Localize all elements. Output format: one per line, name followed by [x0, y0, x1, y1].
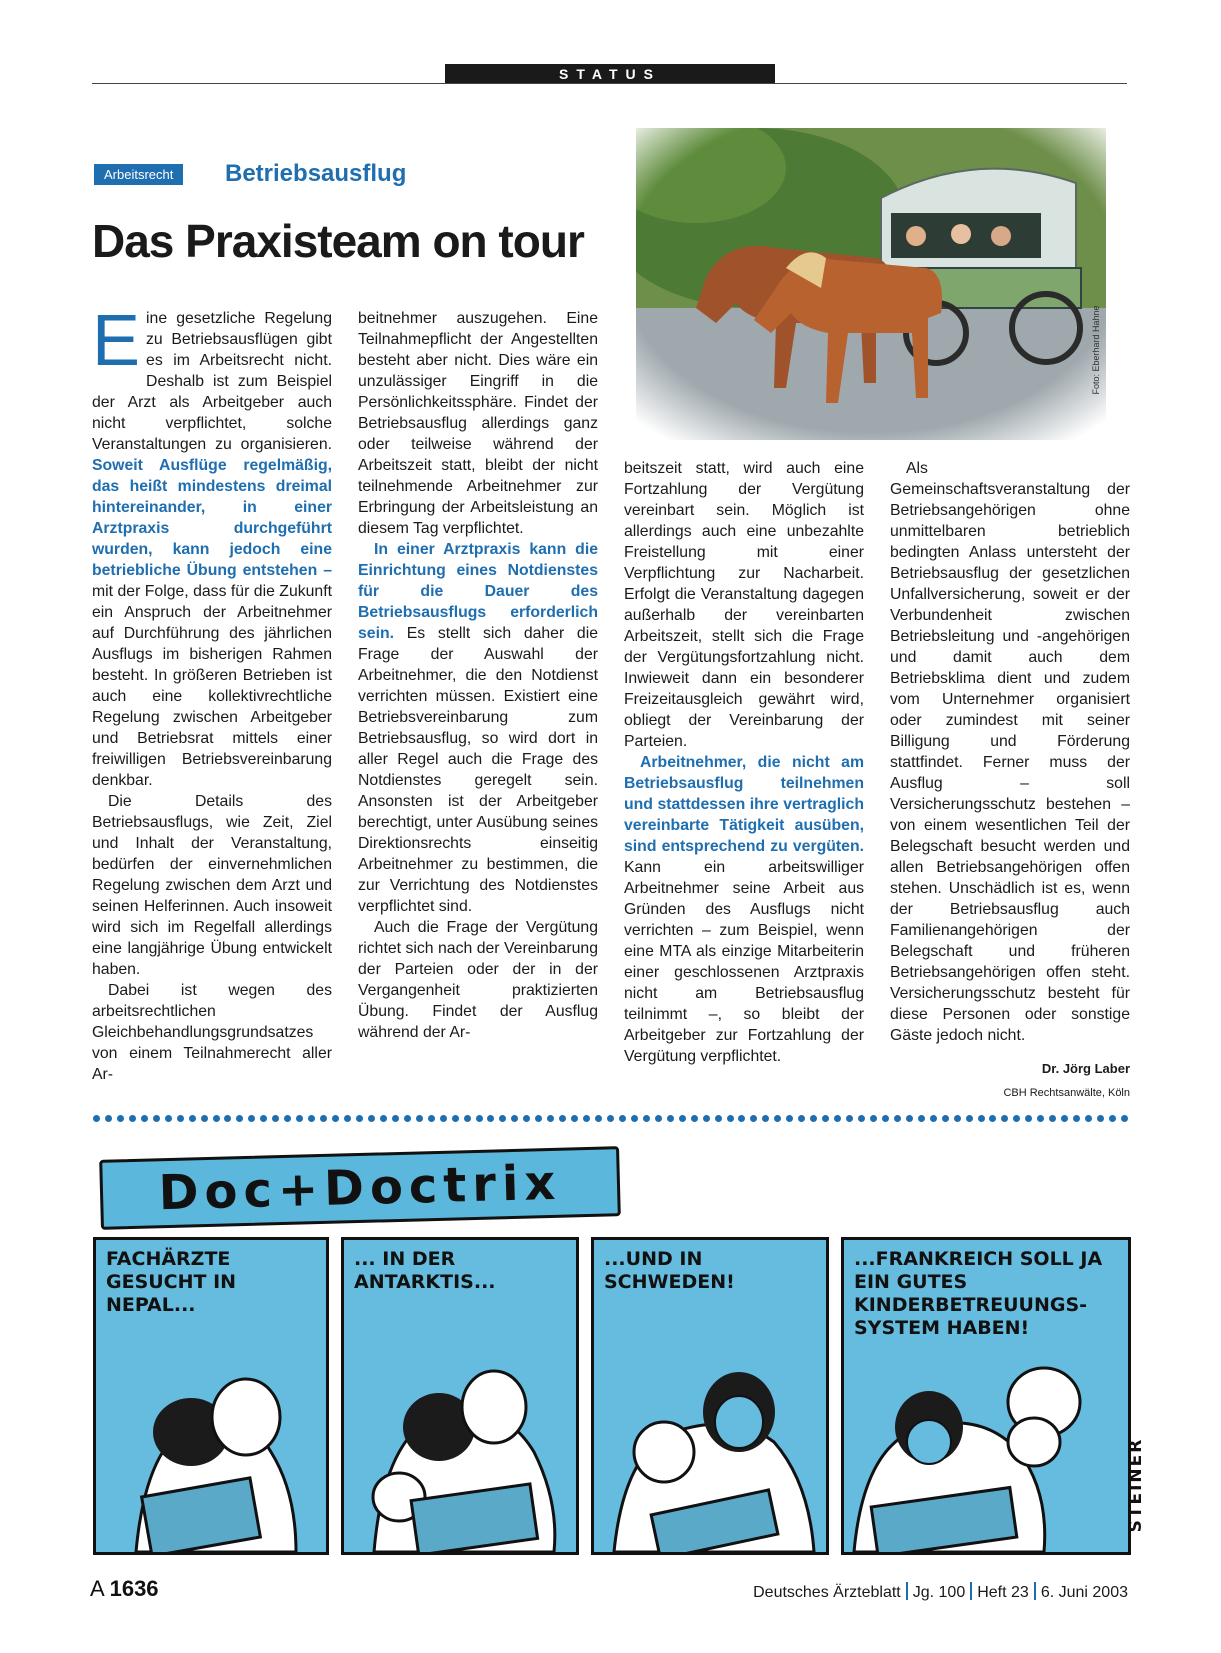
paragraph [624, 752, 864, 1067]
divider-dot [727, 1115, 734, 1122]
divider-dot [105, 1115, 112, 1122]
divider-dot [858, 1115, 865, 1122]
comic-caption: FACHÄRZTE GESUCHT IN NEPAL... [106, 1248, 237, 1316]
divider-dot [559, 1115, 566, 1122]
comic-figures-drawing [844, 1312, 1131, 1552]
divider-dot [272, 1115, 279, 1122]
comic-caption: ... IN DER ANTARKTIS... [354, 1248, 496, 1293]
divider-dot [284, 1115, 291, 1122]
divider-dot [1025, 1115, 1032, 1122]
divider-dot [954, 1115, 961, 1122]
article-column-3 [624, 458, 864, 1067]
divider-dot [786, 1115, 793, 1122]
divider-dot [810, 1115, 817, 1122]
paragraph-text: Kann ein arbeitswilliger Arbeitnehmer seine Arbeit aus Gründen des Ausflugs nicht verrichten – zum Beispiel, wenn eine MTA als einzige Mitarbeiterin einer geschlossenen Arztpraxis nicht am Betriebsausflug teilnimmt –, so bleibt der Arbeitgeber zur Fortzahlung der Vergütung verpflichtet. [624, 859, 864, 1065]
highlighted-text: Soweit Ausflüge regelmäßig, das heißt mindestens dreimal hintereinander, in einer Arztpraxis durchgeführt wurden, kann jedoch eine betriebliche Übung entstehen – [92, 457, 332, 579]
comic-panel-3 [591, 1237, 829, 1555]
divider-dot [583, 1115, 590, 1122]
divider-dot [416, 1115, 423, 1122]
divider-dot [380, 1115, 387, 1122]
divider-dot [440, 1115, 447, 1122]
divider-dot [571, 1115, 578, 1122]
divider-dot [679, 1115, 686, 1122]
divider-dot [141, 1115, 148, 1122]
article-column-2 [358, 308, 598, 1043]
divider-dot [404, 1115, 411, 1122]
header-rule [92, 83, 1127, 84]
divider-dot [655, 1115, 662, 1122]
comic-figures-drawing [594, 1312, 829, 1552]
author-affiliation: CBH Rechtsanwälte, Köln [1003, 1087, 1130, 1099]
divider-dot [930, 1115, 937, 1122]
divider-dot [1001, 1115, 1008, 1122]
paragraph: beitnehmer auszugehen. Eine Teilnahmepflicht der Angestellten besteht aber nicht. Dies wäre ein unzulässiger Eingriff in die Persönlichkeitssphäre. Findet der Betriebsausflug allerdings ganz oder teilweise während der Arbeitszeit statt, bleibt der nicht teilnehmende Arbeitnehmer zur Erbringung der Arbeitsleistung an diesem Tag verpflichtet. [358, 310, 598, 537]
divider-dot [667, 1115, 674, 1122]
divider-dot [535, 1115, 542, 1122]
divider-dot [177, 1115, 184, 1122]
divider-dot [1049, 1115, 1056, 1122]
separator [970, 1582, 972, 1600]
divider-dot [942, 1115, 949, 1122]
divider-dot [117, 1115, 124, 1122]
divider-dot [1121, 1115, 1128, 1122]
divider-dot [224, 1115, 231, 1122]
article-column-4 [890, 458, 1130, 1104]
publication-info [753, 1582, 1128, 1602]
divider-dot [248, 1115, 255, 1122]
divider-dot [511, 1115, 518, 1122]
paragraph: Die Details des Betriebsausflugs, wie Zeit, Ziel und Inhalt der Veranstaltung, bedürfen der einvernehmlichen Regelung zwischen dem Arzt und seinen Helferinnen. Auch insoweit wird sich im Regelfall allerdings eine langjährige Übung entwickelt haben. [92, 793, 332, 978]
divider-dot [691, 1115, 698, 1122]
comic-panel-2 [341, 1237, 579, 1555]
divider-dot [738, 1115, 745, 1122]
journal-name: Deutsches Ärzteblatt [753, 1584, 901, 1601]
divider-dot [1097, 1115, 1104, 1122]
separator [906, 1582, 908, 1600]
divider-dot [1085, 1115, 1092, 1122]
comic-caption: ...UND IN SCHWEDEN! [604, 1248, 735, 1293]
section-label: STATUS [445, 64, 775, 84]
divider-dot [201, 1115, 208, 1122]
divider-dot [631, 1115, 638, 1122]
journal-issue: Heft 23 [977, 1584, 1029, 1601]
divider-dot [320, 1115, 327, 1122]
horse-wagon-photo [636, 128, 1106, 440]
comic-figures-drawing [96, 1312, 329, 1552]
divider-dot [487, 1115, 494, 1122]
divider-dot [236, 1115, 243, 1122]
divider-dot [332, 1115, 339, 1122]
divider-dot [822, 1115, 829, 1122]
divider-dot [499, 1115, 506, 1122]
paragraph: Dabei ist wegen des arbeitsrechtlichen Gleichbehandlungsgrundsatzes von einem Teilnahmerecht aller Ar- [92, 982, 332, 1083]
paragraph [92, 301, 332, 791]
divider-dot [308, 1115, 315, 1122]
highlighted-text: In einer Arztpraxis kann die Einrichtung eines Notdienstes für die Dauer des Betriebsausflugs erforderlich sein. [358, 541, 598, 642]
paragraph-text: ine gesetzliche Regelung zu Betriebsausflügen gibt es im Arbeitsrecht nicht. Deshalb ist zum Beispiel der Arzt als Arbeitgeber auch nicht verpflichtet, solche Veranstaltungen zu organisieren. [92, 310, 332, 453]
comic-figures-drawing [344, 1312, 579, 1552]
paragraph-text: mit der Folge, dass für die Zukunft ein Anspruch der Arbeitnehmer auf Durchführung des jährlichen Ausflugs im bisherigen Rahmen besteht. In größeren Betrieben ist auch eine kollektivrechtliche Regelung zwischen Arbeitgeber und Betriebsrat mittels einer freiwilligen Betriebsvereinbarung denkbar. [92, 583, 332, 789]
divider-dot [1061, 1115, 1068, 1122]
divider-dot [260, 1115, 267, 1122]
divider-dot [1037, 1115, 1044, 1122]
divider-dot [452, 1115, 459, 1122]
paragraph: Auch die Frage der Vergütung richtet sich nach der Vereinbarung der Parteien oder der in der Vergangenheit praktizierten Übung. Findet der Ausflug während der Ar- [358, 919, 598, 1041]
divider-dot [774, 1115, 781, 1122]
article-headline: Das Praxisteam on tour [92, 215, 584, 267]
divider-dot [619, 1115, 626, 1122]
page-number: A 1636 [90, 1576, 159, 1601]
divider-dot [715, 1115, 722, 1122]
divider-dot [93, 1115, 100, 1122]
divider-dot [165, 1115, 172, 1122]
paragraph: beitszeit statt, wird auch eine Fortzahlung der Vergütung vereinbart sein. Möglich ist allerdings auch eine unbezahlte Freistellung mit einer Verpflichtung zur Nacharbeit. Erfolgt die Veranstaltung dagegen außerhalb der vereinbarten Arbeitszeit, stellt sich die Frage der Vergütungsfortzahlung nicht. Inwieweit dann ein besonderer Freizeitausgleich gewährt wird, obliegt der Vereinbarung der Parteien. [624, 460, 864, 750]
divider-dot [798, 1115, 805, 1122]
category-badge: Arbeitsrecht [94, 164, 183, 185]
paragraph-text: Es stellt sich daher die Frage der Auswahl der Arbeitnehmer, die den Notdienst verrichten müssen. Existiert eine Betriebsvereinbarung zum Betriebsausflug, so wird dort in aller Regel auch die Frage des Notdienstes geregelt sein. Ansonsten ist der Arbeitgeber berechtigt, unter Ausübung seines Direktionsrechts einseitig Arbeitnehmer zu bestimmen, die zur Verrichtung des Notdienstes verpflichtet sind. [358, 625, 598, 915]
divider-dot [356, 1115, 363, 1122]
journal-volume: Jg. 100 [912, 1584, 966, 1601]
divider-dot [428, 1115, 435, 1122]
author-name: Dr. Jörg Laber [1041, 1061, 1130, 1076]
comic-panel-1 [93, 1237, 329, 1555]
divider-dot [882, 1115, 889, 1122]
comic-panel-4 [841, 1237, 1131, 1555]
divider-dot [464, 1115, 471, 1122]
divider-dot [750, 1115, 757, 1122]
divider-dot [834, 1115, 841, 1122]
divider-dot [978, 1115, 985, 1122]
paragraph [358, 539, 598, 917]
separator [1034, 1582, 1036, 1600]
divider-dot [1013, 1115, 1020, 1122]
divider-dot [703, 1115, 710, 1122]
article-column-1 [92, 301, 332, 1085]
dropcap: E [92, 301, 141, 381]
divider-dot [1109, 1115, 1116, 1122]
divider-dot [846, 1115, 853, 1122]
photo-credit: Foto: Eberhard Hahne [1091, 305, 1101, 395]
publication-date: 6. Juni 2003 [1040, 1584, 1128, 1601]
comic-title: Doc+Doctrix [99, 1146, 621, 1230]
divider-dot [368, 1115, 375, 1122]
divider-dot [906, 1115, 913, 1122]
comic-caption: ...FRANKREICH SOLL JA EIN GUTES KINDERBETREUUNGS-SYSTEM HABEN! [854, 1248, 1103, 1339]
divider-dot [523, 1115, 530, 1122]
dotted-divider [93, 1115, 1128, 1125]
divider-dot [762, 1115, 769, 1122]
divider-dot [870, 1115, 877, 1122]
divider-dot [296, 1115, 303, 1122]
divider-dot [392, 1115, 399, 1122]
divider-dot [213, 1115, 220, 1122]
divider-dot [894, 1115, 901, 1122]
article-topic: Betriebsausflug [225, 160, 407, 187]
divider-dot [1073, 1115, 1080, 1122]
divider-dot [607, 1115, 614, 1122]
divider-dot [918, 1115, 925, 1122]
divider-dot [547, 1115, 554, 1122]
divider-dot [595, 1115, 602, 1122]
divider-dot [153, 1115, 160, 1122]
divider-dot [344, 1115, 351, 1122]
divider-dot [189, 1115, 196, 1122]
highlighted-text: Arbeitnehmer, die nicht am Betriebsausflug teilnehmen und stattdessen ihre vertraglich vereinbarte Tätigkeit ausüben, sind entsprechend zu vergüten. [624, 754, 864, 855]
divider-dot [989, 1115, 996, 1122]
comic-signature: STEINER [1126, 1437, 1146, 1533]
divider-dot [129, 1115, 136, 1122]
paragraph: Als Gemeinschaftsveranstaltung der Betriebsangehörigen ohne unmittelbaren betrieblich bedingten Anlass untersteht der Betriebsausflug der gesetzlichen Unfallversicherung, soweit er der Verbundenheit zwischen Betriebsleitung und -angehörigen und damit auch dem Betriebsklima dient und zudem vom Unternehmer organisiert oder zumindest mit seiner Billigung und Förderung stattfindet. Ferner muss der Ausflug – soll Versicherungsschutz bestehen – von einem wesentlichen Teil der Belegschaft besucht werden und allen Betriebsangehörigen offen stehen. Unschädlich ist es, wenn der Betriebsausflug auch Familienangehörigen der Belegschaft und früheren Betriebsangehörigen offen steht. Versicherungsschutz besteht für diese Personen oder sonstige Gäste jedoch nicht. [890, 460, 1130, 1044]
divider-dot [966, 1115, 973, 1122]
divider-dot [643, 1115, 650, 1122]
divider-dot [476, 1115, 483, 1122]
